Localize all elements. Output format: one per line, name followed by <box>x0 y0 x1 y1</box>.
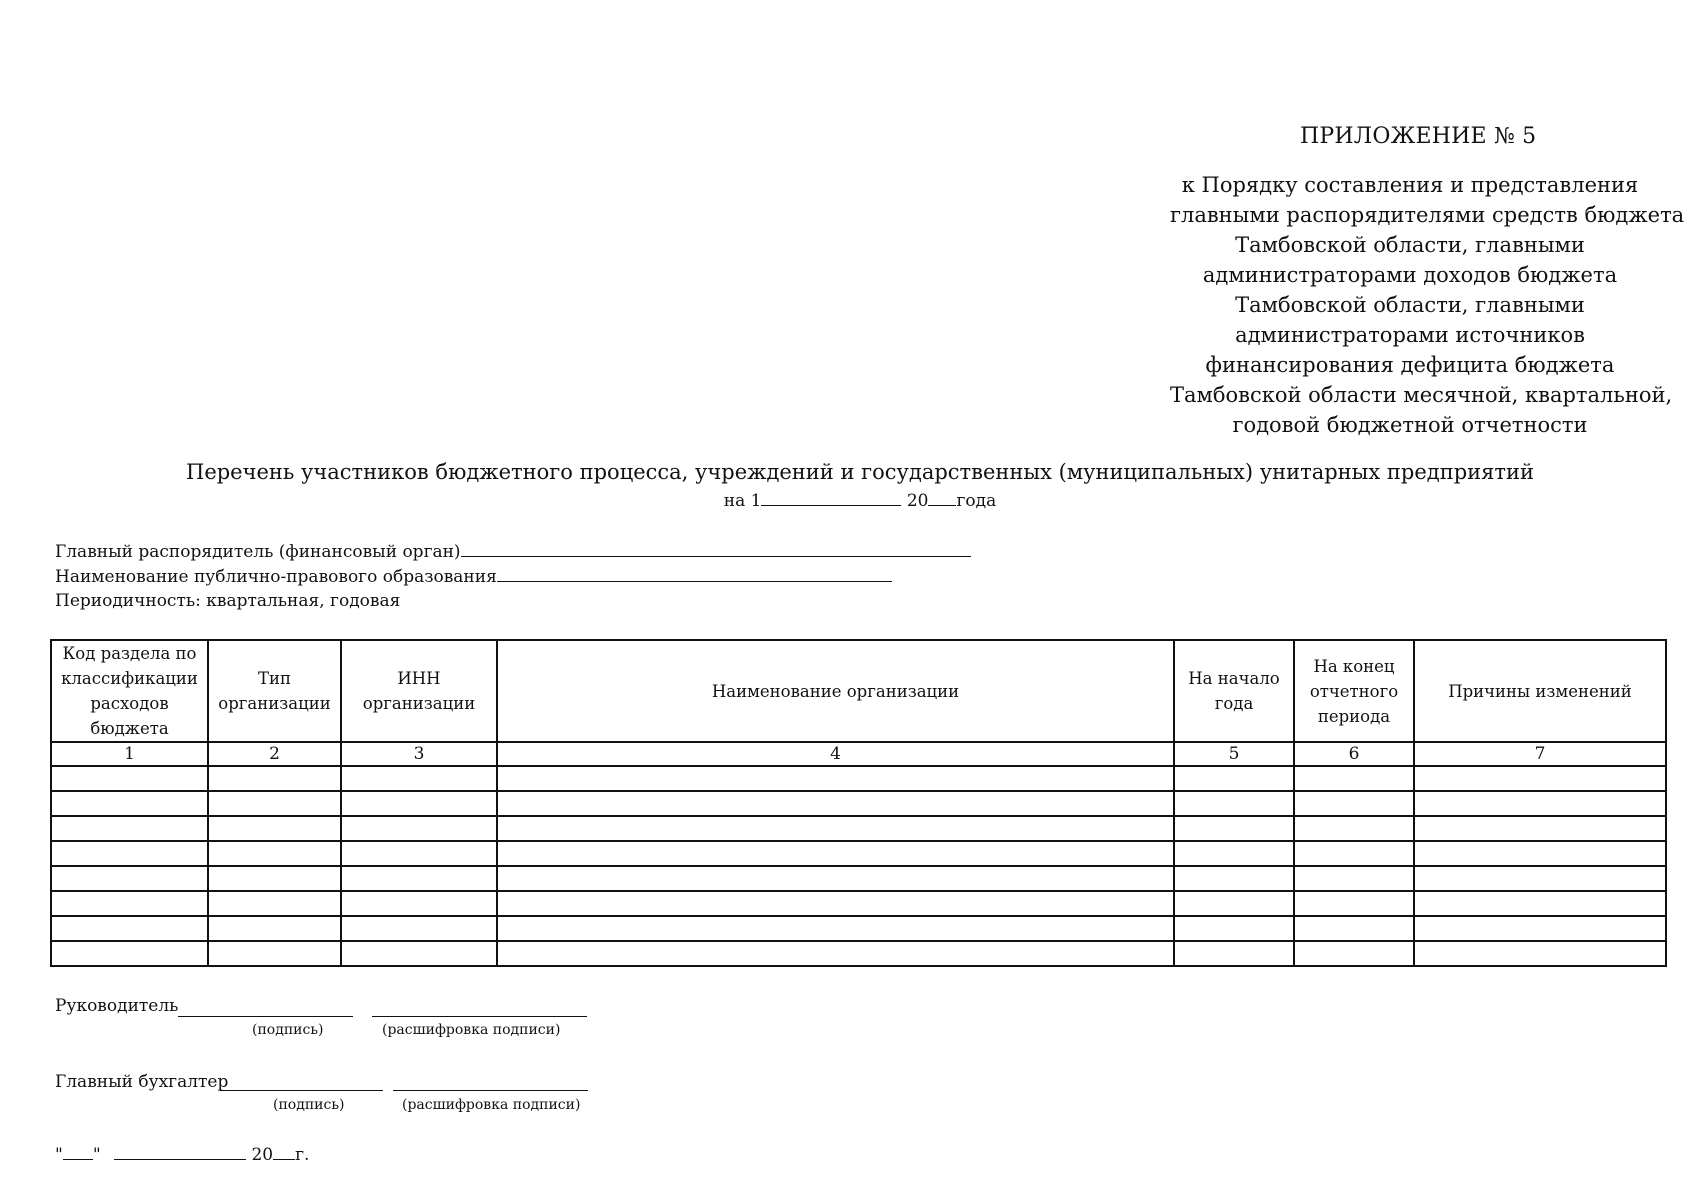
column-number: 3 <box>341 742 497 766</box>
table-cell[interactable] <box>1414 866 1666 891</box>
table-cell[interactable] <box>1294 791 1414 816</box>
accountant-signature-line[interactable] <box>220 1090 383 1091</box>
table-row <box>51 816 1666 841</box>
table-cell[interactable] <box>497 941 1174 966</box>
table-cell[interactable] <box>1174 916 1294 941</box>
table-cell[interactable] <box>341 791 497 816</box>
appendix-title: ПРИЛОЖЕНИЕ № 5 <box>1300 124 1537 149</box>
table-cell[interactable] <box>51 841 208 866</box>
entity-name-blank[interactable] <box>497 580 892 582</box>
date-year: 20 <box>251 1145 274 1165</box>
table-cell[interactable] <box>208 916 341 941</box>
header-text: организации <box>218 694 331 713</box>
header-text: отчетного <box>1309 681 1399 701</box>
column-number-row <box>51 742 1666 766</box>
periodicity-text: Периодичность: квартальная, годовая <box>55 591 401 611</box>
header-organization-name <box>497 640 1174 742</box>
table-cell[interactable] <box>1174 766 1294 791</box>
header-start-of-year <box>1174 640 1294 742</box>
table-cell[interactable] <box>1414 891 1666 916</box>
table-row <box>51 916 1666 941</box>
table-row <box>51 766 1666 791</box>
table-cell[interactable] <box>51 791 208 816</box>
appendix-line: Тамбовской области, главными <box>1235 293 1585 317</box>
table-cell[interactable] <box>1294 766 1414 791</box>
table-cell[interactable] <box>208 941 341 966</box>
table-cell[interactable] <box>208 891 341 916</box>
header-text: На начало <box>1188 669 1280 688</box>
table-cell[interactable] <box>497 766 1174 791</box>
table-cell[interactable] <box>341 766 497 791</box>
header-text: классификации <box>61 669 198 688</box>
accountant-decode-line[interactable] <box>393 1090 588 1091</box>
table-cell[interactable] <box>208 766 341 791</box>
column-number: 2 <box>208 742 341 766</box>
document-title: Перечень участников бюджетного процесса, учреждений и государственных (муниципальных) унитарных предприятий <box>186 460 1534 484</box>
header-change-reasons <box>1414 640 1666 742</box>
table-cell[interactable] <box>51 866 208 891</box>
participants-table <box>50 639 1667 967</box>
table-cell[interactable] <box>1414 841 1666 866</box>
table-cell[interactable] <box>497 841 1174 866</box>
table-cell[interactable] <box>1414 941 1666 966</box>
appendix-line: Тамбовской области, главными <box>1235 233 1585 257</box>
table-cell[interactable] <box>1174 941 1294 966</box>
appendix-line: годовой бюджетной отчетности <box>1232 413 1588 437</box>
column-number: 6 <box>1294 742 1414 766</box>
header-text: На конец <box>1313 656 1395 676</box>
table-cell[interactable] <box>208 866 341 891</box>
entity-name-field <box>55 567 892 587</box>
table-cell[interactable] <box>1294 816 1414 841</box>
table-cell[interactable] <box>1414 816 1666 841</box>
table-cell[interactable] <box>208 841 341 866</box>
header-budget-section-code <box>51 640 208 742</box>
appendix-line: Тамбовской области месячной, квартальной, <box>1170 383 1673 407</box>
table-row <box>51 891 1666 916</box>
date-day-blank[interactable] <box>63 1158 93 1160</box>
table-row <box>51 841 1666 866</box>
chief-manager-field <box>55 542 971 562</box>
table-cell[interactable] <box>497 891 1174 916</box>
appendix-line: к Порядку составления и представления <box>1181 173 1639 197</box>
appendix-line: администраторами источников <box>1235 323 1585 347</box>
header-text: Причины изменений <box>1448 681 1632 701</box>
column-number: 7 <box>1414 742 1666 766</box>
column-number: 5 <box>1174 742 1294 766</box>
chief-manager-label: Главный распорядитель (финансовый орган) <box>55 542 461 562</box>
table-cell[interactable] <box>51 766 208 791</box>
header-text: Тип <box>258 669 291 688</box>
table-cell[interactable] <box>497 866 1174 891</box>
date-quote-close: " <box>92 1145 101 1165</box>
date-suffix: года <box>956 491 997 511</box>
table-cell[interactable] <box>497 816 1174 841</box>
head-decode-line[interactable] <box>372 1016 587 1017</box>
table-cell[interactable] <box>1414 791 1666 816</box>
header-end-of-period <box>1294 640 1414 742</box>
table-cell[interactable] <box>1294 891 1414 916</box>
table-cell[interactable] <box>1414 766 1666 791</box>
report-date-line <box>0 491 1695 511</box>
header-organization-type <box>208 640 341 742</box>
appendix-line: главными распорядителями средств бюджета <box>1170 203 1685 227</box>
header-inn <box>341 640 497 742</box>
table-cell[interactable] <box>1174 891 1294 916</box>
head-signature-line[interactable] <box>178 1016 353 1017</box>
table-cell[interactable] <box>341 866 497 891</box>
date-quote-open: " <box>55 1145 63 1165</box>
table-cell[interactable] <box>1294 866 1414 891</box>
header-text: ИНН <box>397 669 441 688</box>
table-cell[interactable] <box>1174 816 1294 841</box>
table-cell[interactable] <box>341 941 497 966</box>
table-row <box>51 941 1666 966</box>
table-cell[interactable] <box>1294 941 1414 966</box>
header-text: организации <box>362 694 476 713</box>
table-cell[interactable] <box>208 791 341 816</box>
header-text: расходов <box>90 694 169 713</box>
table-cell[interactable] <box>497 916 1174 941</box>
table-cell[interactable] <box>208 816 341 841</box>
header-text: Код раздела по <box>62 644 197 663</box>
table-row <box>51 866 1666 891</box>
table-cell[interactable] <box>341 891 497 916</box>
table-cell[interactable] <box>341 916 497 941</box>
table-cell[interactable] <box>497 791 1174 816</box>
table-cell[interactable] <box>51 816 208 841</box>
date-month-blank[interactable] <box>114 1158 246 1160</box>
date-day-month-blank[interactable] <box>761 504 901 506</box>
date-year-blank[interactable] <box>273 1158 295 1160</box>
head-signature-caption: (подпись) <box>252 1022 324 1038</box>
header-text: бюджета <box>90 719 169 738</box>
column-number: 1 <box>51 742 208 766</box>
date-year: 20 <box>906 491 929 511</box>
table-cell[interactable] <box>1294 916 1414 941</box>
table-cell[interactable] <box>1174 841 1294 866</box>
appendix-line: администраторами доходов бюджета <box>1202 263 1618 287</box>
appendix-description <box>1170 170 1685 440</box>
date-year-blank[interactable] <box>928 504 956 506</box>
table-cell[interactable] <box>341 816 497 841</box>
table-header-row <box>51 640 1666 742</box>
chief-manager-blank[interactable] <box>461 555 971 557</box>
signature-date <box>55 1145 309 1165</box>
table-cell[interactable] <box>1414 916 1666 941</box>
head-decode-caption: (расшифровка подписи) <box>382 1022 561 1038</box>
column-number: 4 <box>497 742 1174 766</box>
head-label: Руководитель <box>55 996 179 1016</box>
appendix-line: финансирования дефицита бюджета <box>1205 353 1615 377</box>
table-cell[interactable] <box>1174 791 1294 816</box>
header-text: года <box>1214 694 1254 713</box>
table-cell[interactable] <box>51 941 208 966</box>
table-cell[interactable] <box>51 891 208 916</box>
table-cell[interactable] <box>1294 841 1414 866</box>
table-row <box>51 791 1666 816</box>
accountant-decode-caption: (расшифровка подписи) <box>402 1097 581 1113</box>
table-cell[interactable] <box>51 916 208 941</box>
chief-accountant-label: Главный бухгалтер <box>55 1072 229 1092</box>
entity-name-label: Наименование публично-правового образования <box>55 567 497 587</box>
header-text: Наименование организации <box>711 681 960 701</box>
date-prefix: на 1 <box>723 491 762 511</box>
table-cell[interactable] <box>1174 866 1294 891</box>
table-cell[interactable] <box>341 841 497 866</box>
header-text: периода <box>1317 706 1391 726</box>
accountant-signature-caption: (подпись) <box>273 1097 345 1113</box>
date-suffix: г. <box>295 1145 310 1165</box>
